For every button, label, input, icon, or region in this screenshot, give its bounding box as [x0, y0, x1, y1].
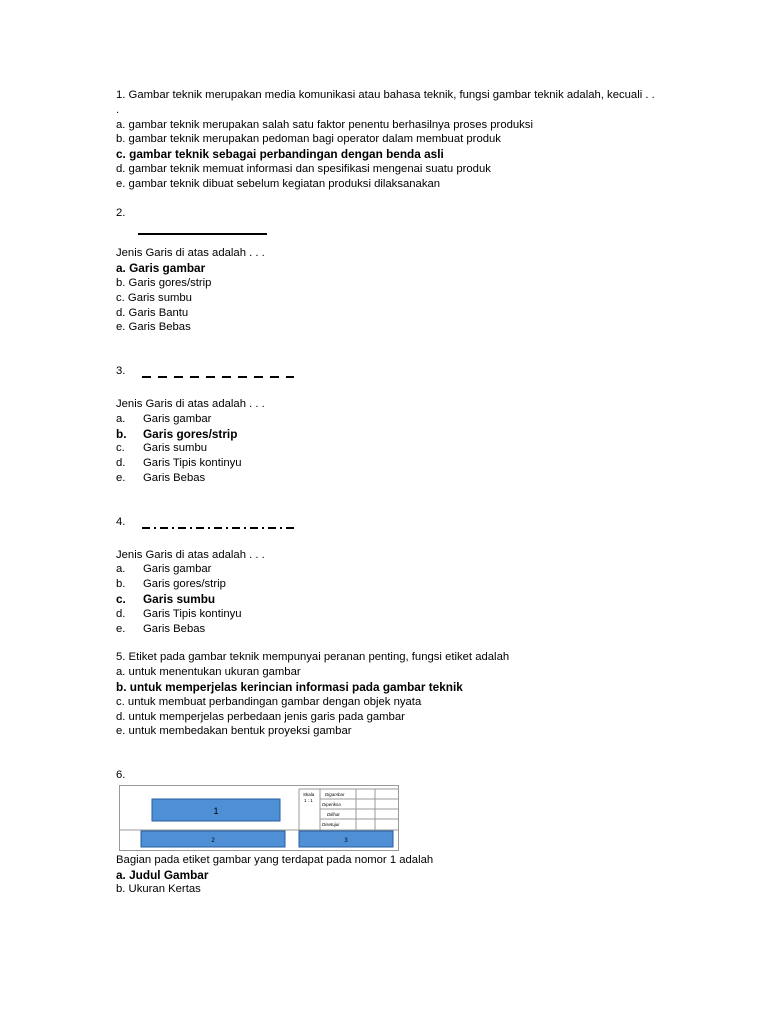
q1-question: 1. Gambar teknik merupakan media komunikasi atau bahasa teknik, fungsi gambar teknik adalah, kecuali . . . [116, 89, 655, 116]
q5-option-a: a. untuk menentukan ukuran gambar [116, 666, 301, 679]
etiket-box-3-label: 3 [344, 837, 348, 844]
q4-option-b: b. Garis gores/strip [116, 578, 226, 591]
q3-option-e: e. Garis Bebas [116, 471, 206, 484]
q5-question: 5. Etiket pada gambar teknik mempunyai peranan penting, fungsi etiket adalah [116, 651, 510, 664]
q4-number: 4. [116, 515, 126, 528]
q4-question: Jenis Garis di atas adalah . . . [116, 548, 265, 561]
q4-option-d: d. Garis Tipis kontinyu [116, 607, 242, 620]
q3-option-a: a. Garis gambar [116, 412, 212, 425]
q3-dashed-line-sample [116, 379, 656, 393]
q1-option-b: b. gambar teknik merupakan pedoman bagi operator dalam membuat produk [116, 133, 501, 146]
q6-option-a-answer: a. Judul Gambar [116, 867, 209, 882]
q3-option-c: c. Garis sumbu [116, 442, 208, 455]
q5-option-b-answer: b. untuk memperjelas kerincian informasi pada gambar teknik [116, 679, 463, 694]
q4-dash-dot-line-sample [116, 530, 656, 544]
q3-question: Jenis Garis di atas adalah . . . [116, 397, 265, 410]
q1-option-c-answer: c. gambar teknik sebagai perbandingan dengan benda asli [116, 147, 444, 162]
q1-option-d: d. gambar teknik memuat informasi dan spesifikasi mengenai suatu produk [116, 162, 491, 175]
q1-option-e: e. gambar teknik dibuat sebelum kegiatan produksi dilaksanakan [116, 177, 441, 190]
q2-number: 2. [116, 206, 126, 219]
q3-option-b-answer: b. Garis gores/strip [116, 426, 238, 441]
q2-question: Jenis Garis di atas adalah . . . [116, 247, 265, 260]
q2-option-c: c. Garis sumbu [116, 291, 192, 304]
q3-number: 3. [116, 365, 126, 378]
q2-solid-line-sample [116, 220, 656, 242]
q6-number: 6. [116, 769, 126, 782]
q1-option-a: a. gambar teknik merupakan salah satu faktor penentu berhasilnya proses produksi [116, 118, 533, 131]
q4-option-e: e. Garis Bebas [116, 622, 206, 635]
q4-option-a: a. Garis gambar [116, 563, 212, 576]
q5-option-d: d. untuk memperjelas perbedaan jenis garis pada gambar [116, 710, 405, 723]
quiz-content [116, 88, 656, 897]
etiket-field-dilihat: Dilihat [327, 811, 340, 817]
etiket-skala-value: 1 : 1 [304, 797, 313, 803]
etiket-field-disetujui: Disetujui [322, 821, 340, 827]
q5-option-c: c. untuk membuat perbandingan gambar dengan objek nyata [116, 695, 422, 708]
q2-option-b: b. Garis gores/strip [116, 276, 212, 289]
etiket-skala-label: Skala [303, 791, 315, 797]
etiket-field-digambar: Digambar [325, 791, 345, 797]
q6-question: Bagian pada etiket gambar yang terdapat pada nomor 1 adalah [116, 853, 434, 866]
title-block-diagram [119, 785, 399, 851]
q2-option-e: e. Garis Bebas [116, 321, 191, 334]
q2-option-a-answer: a. Garis gambar [116, 261, 206, 276]
etiket-field-diperiksa: Diperiksa [322, 801, 341, 807]
q6-option-b: b. Ukuran Kertas [116, 883, 201, 896]
q3-option-d: d. Garis Tipis kontinyu [116, 457, 242, 470]
q2-option-d: d. Garis Bantu [116, 306, 189, 319]
etiket-box-1-label: 1 [213, 805, 219, 816]
q4-option-c-answer: c. Garis sumbu [116, 591, 216, 606]
q5-option-e: e. untuk membedakan bentuk proyeksi gambar [116, 725, 352, 738]
etiket-box-2-label: 2 [211, 837, 215, 844]
